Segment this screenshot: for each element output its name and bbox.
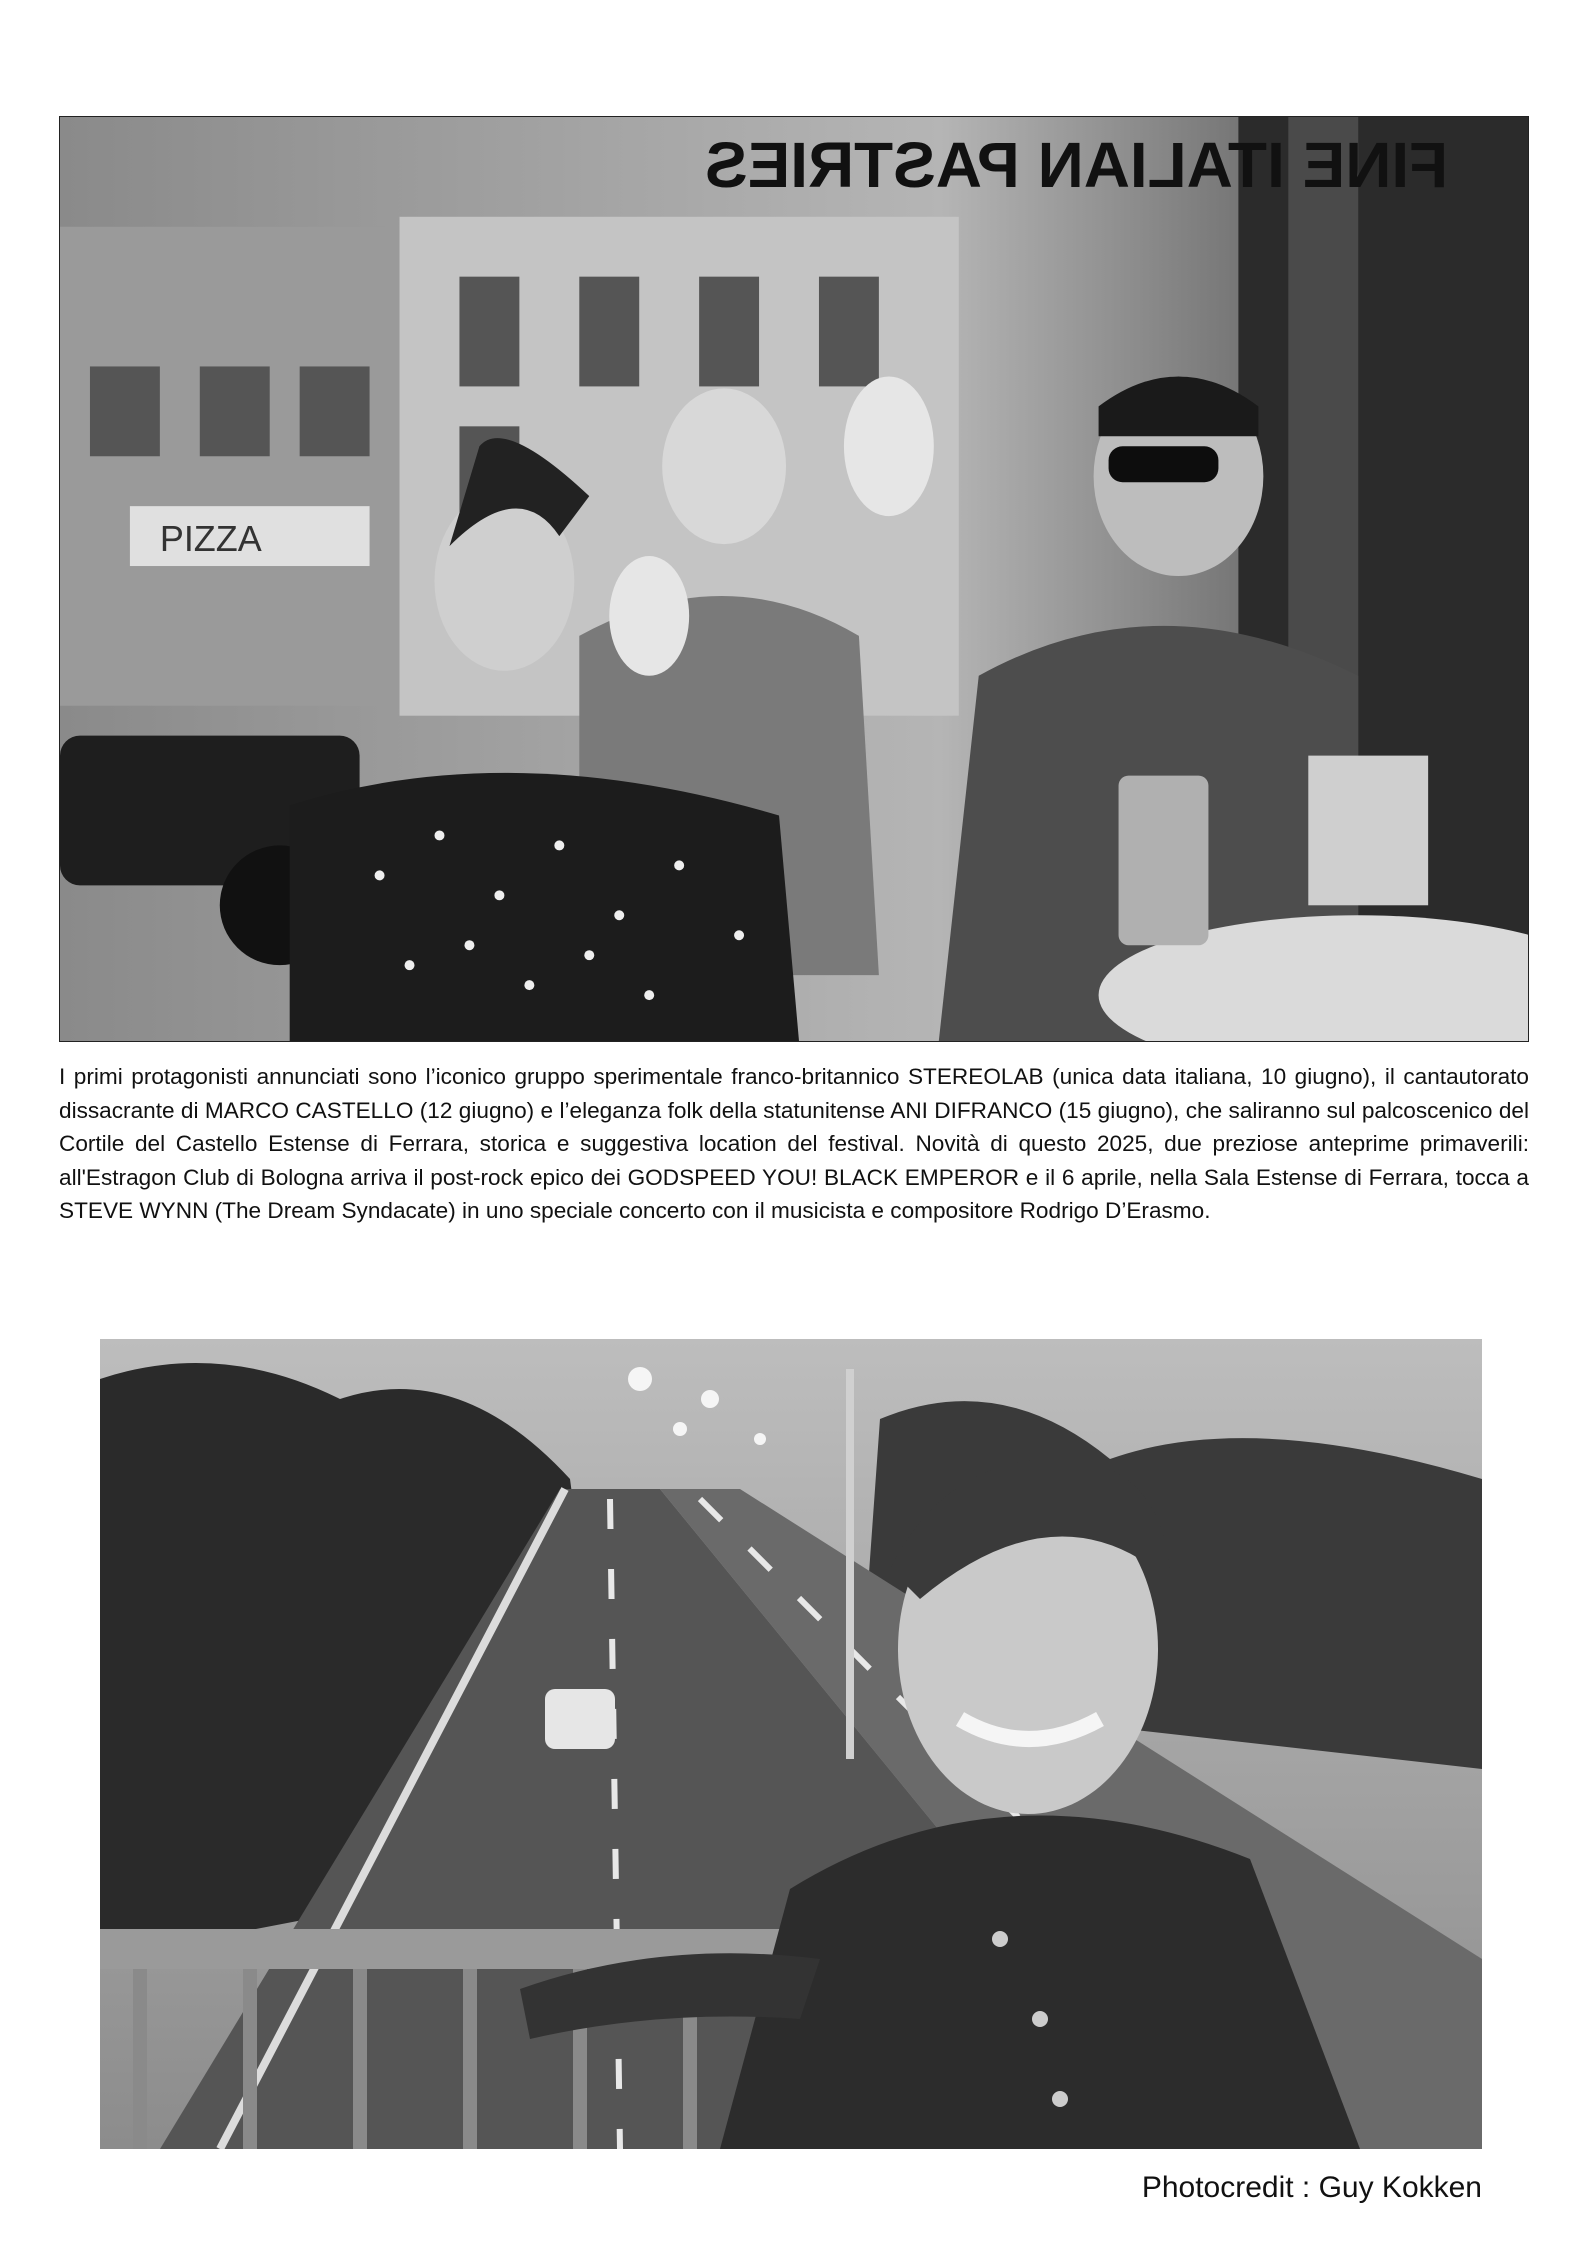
steve-wynn-photo bbox=[100, 1339, 1482, 2149]
pizza-sign-text: PIZZA bbox=[159, 518, 262, 560]
stereolab-band-photo bbox=[59, 116, 1529, 1042]
article-paragraph: I primi protagonisti annunciati sono l’iconico gruppo sperimentale franco-britannico STEREOLAB (unica data italiana, 10 giugno), il cantautorato dissacrante di MARCO CASTELLO (12 giugno) e l’eleganza folk della statunitense ANI DIFRANCO (15 giugno), che saliranno sul palcoscenico del Cortile del Castello Estense di Ferrara, storica e suggestiva location del festival. Novità di questo 2025, due preziose anteprime primaverili: all'Estragon Club di Bologna arriva il post-rock epico dei GODSPEED YOU! BLACK EMPEROR e il 6 aprile, nella Sala Estense di Ferrara, tocca a STEVE WYNN (The Dream Syndacate) in uno speciale concerto con il musicista e compositore Rodrigo D’Erasmo. bbox=[59, 1064, 1529, 1224]
window-sign-text: FINE ITALIAN PASTRIES bbox=[704, 128, 1449, 201]
photo-credit: Photocredit : Guy Kokken bbox=[1141, 2171, 1482, 2204]
